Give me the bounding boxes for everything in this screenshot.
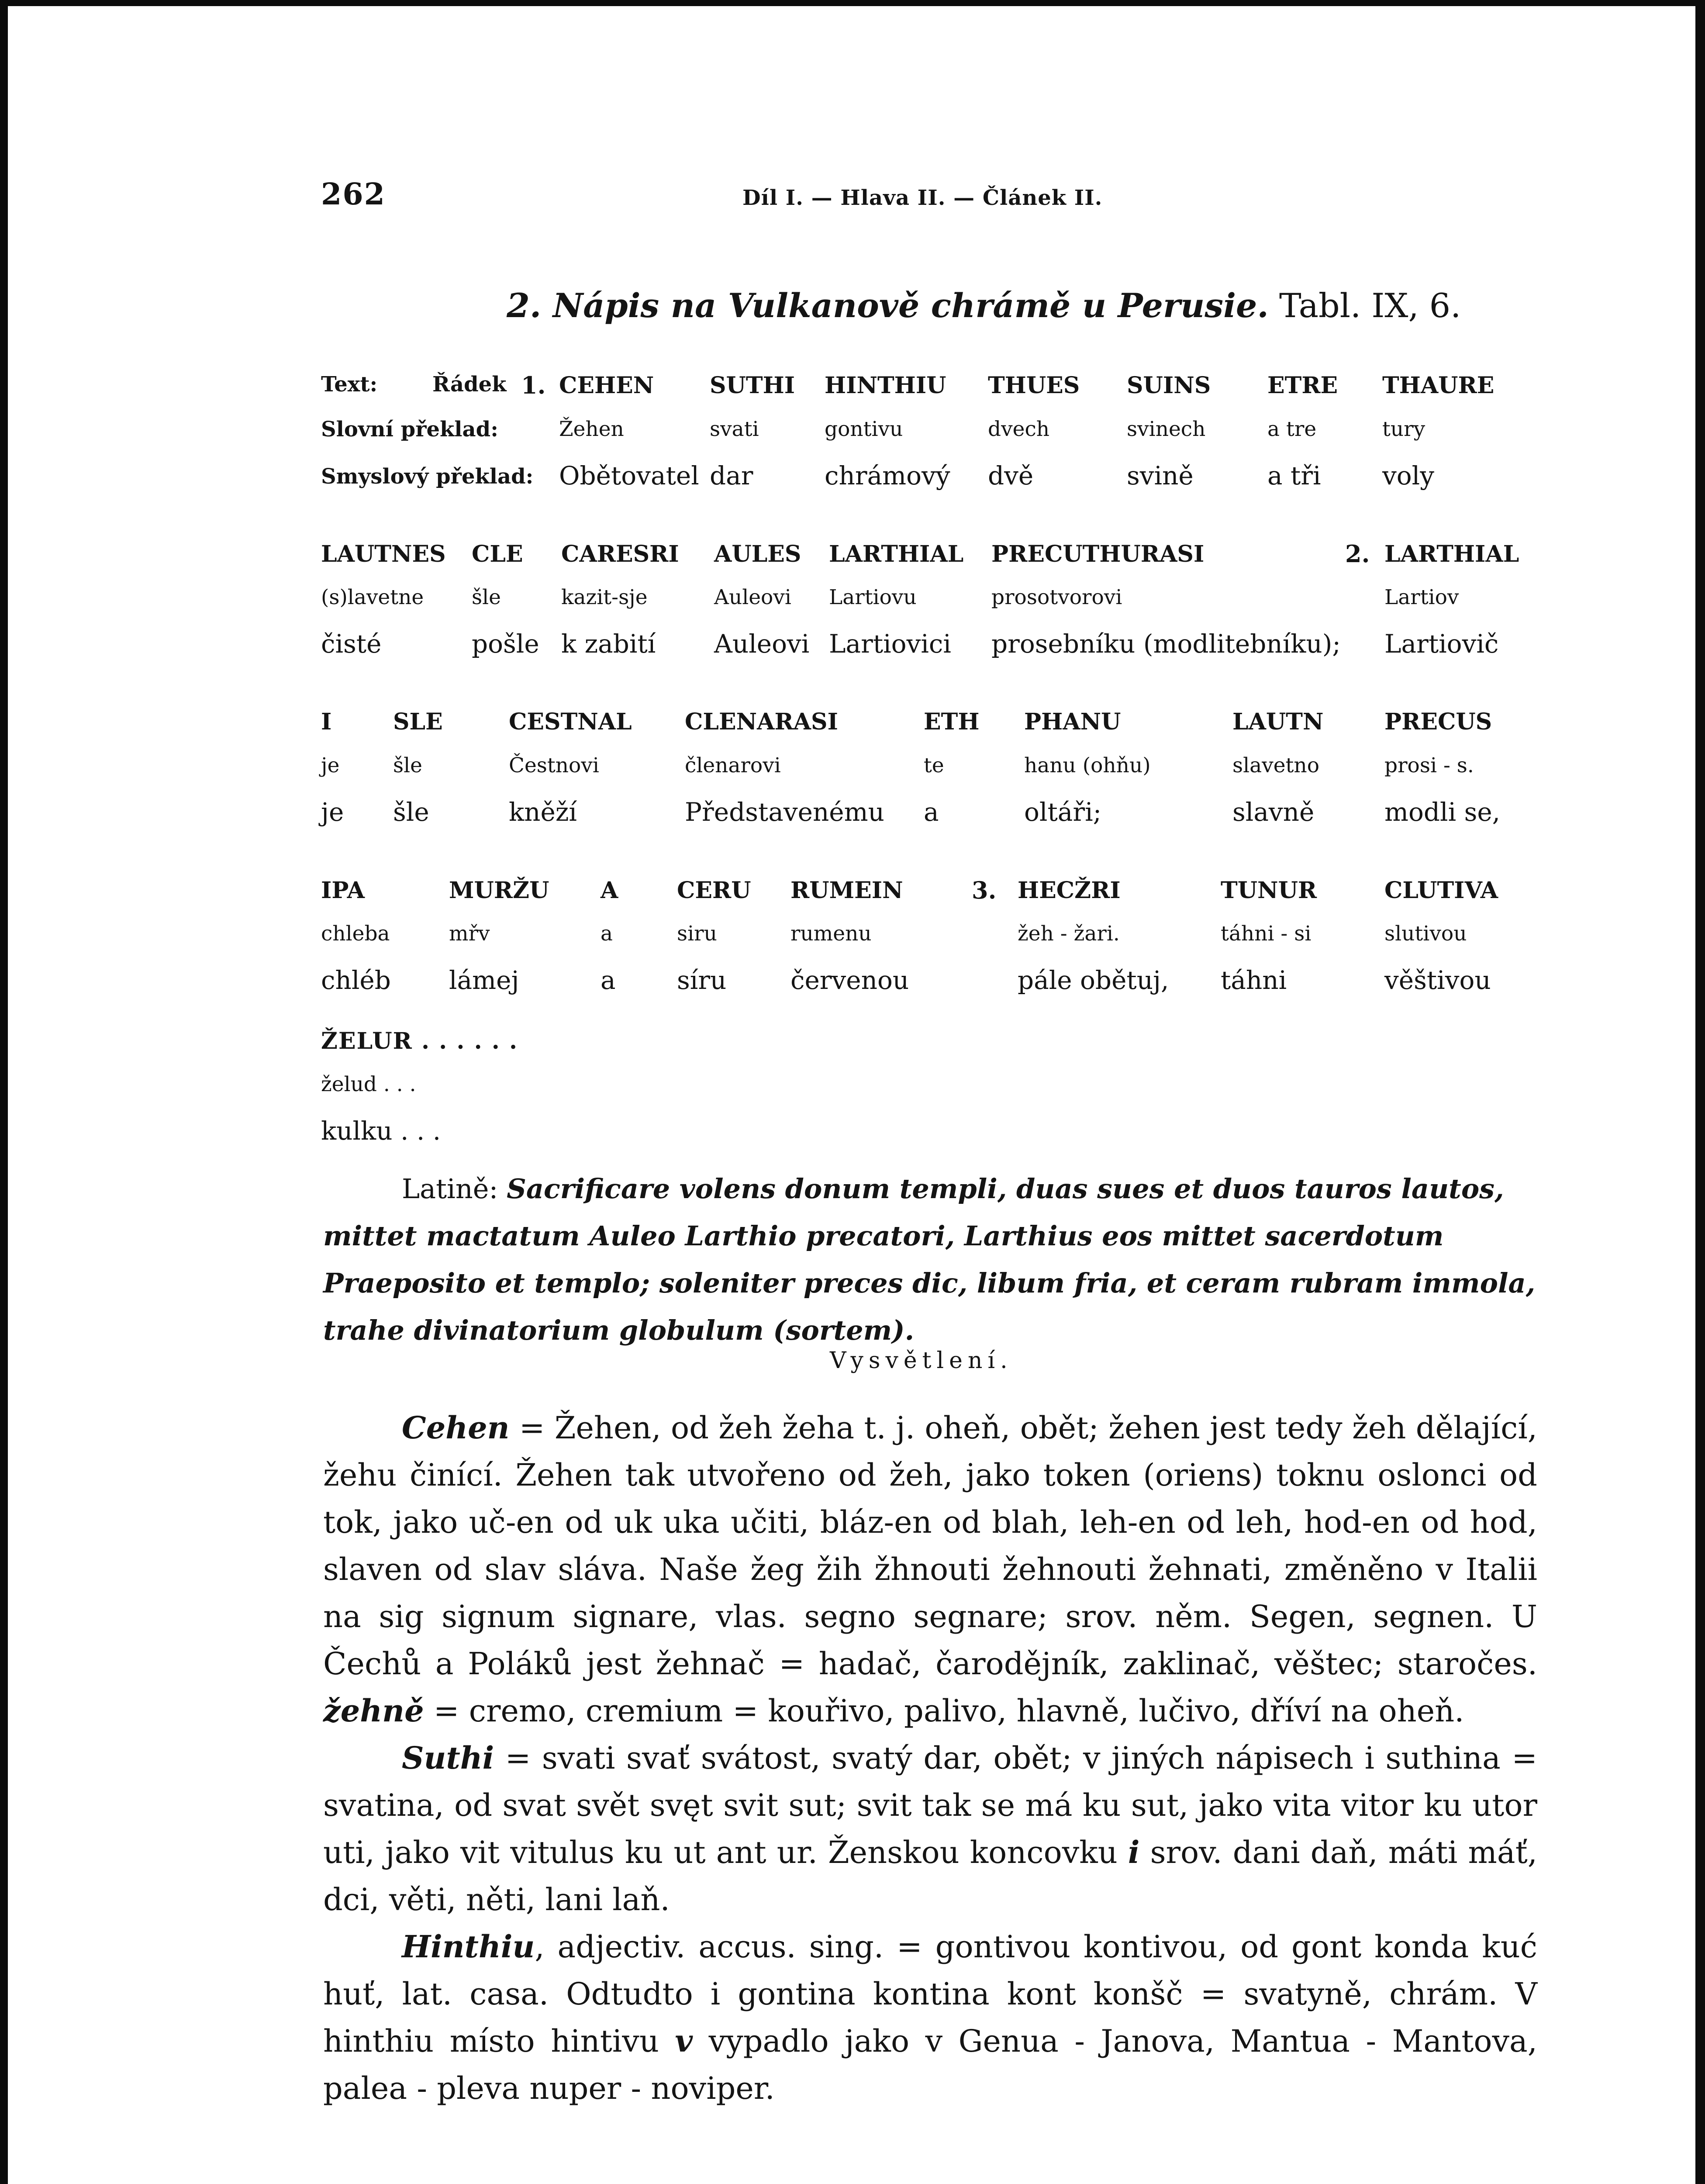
- word-meaning: svině: [1127, 461, 1194, 491]
- word-literal: členarovi: [685, 753, 781, 778]
- word-etruscan: IPA: [321, 877, 365, 904]
- word-meaning: Lartiovici: [829, 629, 951, 659]
- page-number: 262: [321, 177, 386, 212]
- word-literal: mřv: [449, 922, 490, 946]
- paragraph-text: = cremo, cremium = kouřivo, palivo, hlavně, lučivo, dříví na oheň.: [424, 1693, 1464, 1729]
- word-meaning: pošle: [472, 629, 539, 659]
- word-meaning: šle: [393, 797, 429, 827]
- word-literal: a: [601, 922, 613, 946]
- word-meaning: voly: [1382, 461, 1435, 491]
- running-title: Díl I. — Hlava II. — Článek II.: [742, 186, 1103, 210]
- word-etruscan: ETRE: [1267, 372, 1338, 399]
- word-etruscan: LARTHIAL: [1384, 541, 1519, 567]
- word-meaning: táhni: [1221, 965, 1287, 995]
- latin-label: Latině:: [402, 1173, 498, 1205]
- paragraph-text: vypadlo jako v Genua - Janova, Mantua - Mantova, palea - pleva nuper - noviper.: [323, 2023, 1537, 2106]
- word-literal: Auleovi: [714, 585, 791, 609]
- word-literal: je: [321, 753, 340, 778]
- word-meaning: Obětovatel: [559, 461, 699, 491]
- word-literal: Lartiov: [1384, 585, 1459, 609]
- section-title: [507, 286, 1461, 325]
- word-literal: šle: [472, 585, 501, 609]
- word-meaning: kněží: [509, 797, 577, 827]
- word-etruscan: HINTHIU: [825, 372, 946, 399]
- line-marker-3: 3.: [972, 876, 997, 904]
- paragraph-text: = svati svať svátost, svatý dar, obět; v jiných nápisech i suthina = svatina, od svat svět svęt svit sut; svit tak se má ku sut, jako vita vitor ku utor uti, jako vit vitulus ku ut ant ur. Ženskou koncovku: [323, 1740, 1537, 1870]
- label-text: Text:: [321, 372, 378, 397]
- word-meaning: Lartiovič: [1384, 629, 1499, 659]
- line-marker-1: 1.: [521, 371, 546, 399]
- word-etruscan: CEHEN: [559, 372, 654, 399]
- word-etruscan: LAUTN: [1232, 708, 1324, 735]
- word-literal: želud . . .: [321, 1072, 416, 1096]
- word-literal: kazit-sje: [561, 585, 648, 609]
- line-marker-2: 2.: [1345, 540, 1370, 568]
- word-literal: hanu (ohňu): [1024, 753, 1151, 778]
- word-literal: dvech: [988, 417, 1050, 441]
- word-meaning: k zabití: [561, 629, 656, 659]
- word-meaning: prosebníku (modlitebníku);: [991, 629, 1341, 659]
- explanation-body: [323, 1404, 1537, 2112]
- word-etruscan: THUES: [988, 372, 1080, 399]
- word-literal: siru: [677, 922, 717, 946]
- word-literal: prosotvorovi: [991, 585, 1122, 609]
- word-meaning: červenou: [790, 965, 909, 995]
- word-etruscan: CESTNAL: [509, 708, 632, 735]
- word-etruscan: MURŽU: [449, 877, 549, 904]
- word-literal: žeh - žari.: [1018, 922, 1120, 946]
- word-meaning: a: [601, 965, 616, 995]
- word-etruscan: SUTHI: [710, 372, 795, 399]
- word-etruscan: LAUTNES: [321, 541, 446, 567]
- word-literal: Lartiovu: [829, 585, 917, 609]
- word-etruscan: ETH: [924, 708, 980, 735]
- paragraph-text: , adjectiv. accus. sing. = gontivou kontivou, od gont konda kuć huť, lat. casa. Odtudto i gontina kontina kont konšč = svatyně, chrám. V hinthiu místo hintivu: [323, 1929, 1537, 2059]
- paragraph-cehen: [323, 1404, 1537, 1735]
- word-etruscan: TUNUR: [1221, 877, 1317, 904]
- word-meaning: pále obětuj,: [1018, 965, 1169, 995]
- word-literal: šle: [393, 753, 422, 778]
- word-meaning: a tři: [1267, 461, 1321, 491]
- word-etruscan: HECŽRI: [1018, 877, 1121, 904]
- word-literal: svati: [710, 417, 759, 441]
- word-meaning: chléb: [321, 965, 391, 995]
- section-title-text: 2. Nápis na Vulkanově chrámě u Perusie.: [507, 286, 1269, 325]
- word-meaning: věštivou: [1384, 965, 1491, 995]
- paragraph-hinthiu: [323, 1923, 1537, 2112]
- term: Hinthiu: [402, 1928, 535, 1965]
- latin-text: Sacrificare volens donum templi, duas sues et duos tauros lautos, mittet mactatum Auleo Larthio precatori, Larthius eos mittet sacerdotum Praeposito et templo; soleniter preces dic, libum fria, et ceram rubram immola, trahe divinatorium globulum (sortem).: [323, 1173, 1536, 1346]
- word-meaning: Představenému: [685, 797, 884, 827]
- word-meaning: slavně: [1232, 797, 1315, 827]
- word-literal: a tre: [1267, 417, 1317, 441]
- word-literal: táhni - si: [1221, 922, 1312, 946]
- word-etruscan: CLENARASI: [685, 708, 838, 735]
- word-literal: prosi - s.: [1384, 753, 1474, 778]
- paragraph-text: = Žehen, od žeh žeha t. j. oheň, obět; žehen jest tedy žeh dělající, žehu činící. Žehen tak utvořeno od žeh, jako token (oriens) toknu oslonci od tok, jako uč-en od uk uka učiti, bláz-en od blah, leh-en od leh, hod-en od hod, slaven od slav sláva. Naše žeg žih žhnouti žehnouti žehnati, změněno v Italii na sig signum signare, vlas. segno segnare; srov. něm. Segen, segnen. U Čechů a Poláků jest žehnač = hadač, čarodějník, zaklinač, věštec; staročes.: [323, 1410, 1537, 1682]
- word-meaning: a: [924, 797, 939, 827]
- term: žehně: [323, 1693, 424, 1729]
- word-meaning: oltáři;: [1024, 797, 1102, 827]
- word-literal: (s)lavetne: [321, 585, 424, 609]
- word-etruscan: CLUTIVA: [1384, 877, 1498, 904]
- label-slovni: Slovní překlad:: [321, 417, 498, 442]
- word-literal: chleba: [321, 922, 390, 946]
- word-etruscan: AULES: [714, 541, 801, 567]
- paragraph-text: srov. dani daň, máti máť, dci, věti, něti, lani laň.: [323, 1835, 1537, 1918]
- term: Cehen: [402, 1410, 510, 1446]
- word-etruscan: PRECUTHURASI: [991, 541, 1205, 567]
- word-etruscan: ŽELUR . . . . . .: [321, 1028, 518, 1054]
- word-etruscan: CERU: [677, 877, 751, 904]
- word-etruscan: I: [321, 708, 332, 735]
- term: Suthi: [402, 1740, 494, 1776]
- term: v: [675, 2023, 693, 2059]
- word-literal: gontivu: [825, 417, 903, 441]
- label-radek: Řádek: [432, 372, 507, 397]
- word-etruscan: THAURE: [1382, 372, 1494, 399]
- explanation-heading: Vysvětlení.: [830, 1348, 1013, 1374]
- term: i: [1128, 1834, 1140, 1870]
- word-meaning: modli se,: [1384, 797, 1501, 827]
- word-literal: slavetno: [1232, 753, 1319, 778]
- section-title-ref: Tabl. IX, 6.: [1279, 286, 1461, 325]
- word-etruscan: CARESRI: [561, 541, 679, 567]
- word-etruscan: SLE: [393, 708, 443, 735]
- word-literal: Čestnovi: [509, 753, 599, 778]
- word-meaning: je: [321, 797, 344, 827]
- word-literal: rumenu: [790, 922, 872, 946]
- word-meaning: lámej: [449, 965, 519, 995]
- word-literal: slutivou: [1384, 922, 1467, 946]
- word-meaning: síru: [677, 965, 727, 995]
- word-meaning: čisté: [321, 629, 382, 659]
- word-literal: te: [924, 753, 944, 778]
- word-literal: svinech: [1127, 417, 1206, 441]
- word-etruscan: PHANU: [1024, 708, 1121, 735]
- word-etruscan: A: [601, 877, 618, 904]
- word-meaning: dvě: [988, 461, 1034, 491]
- word-etruscan: PRECUS: [1384, 708, 1492, 735]
- word-etruscan: RUMEIN: [790, 877, 903, 904]
- word-meaning: kulku . . .: [321, 1116, 441, 1146]
- word-etruscan: LARTHIAL: [829, 541, 964, 567]
- word-meaning: Auleovi: [714, 629, 810, 659]
- paragraph-suthi: [323, 1735, 1537, 1923]
- word-literal: Žehen: [559, 417, 624, 441]
- latin-translation: [323, 1165, 1546, 1354]
- word-meaning: chrámový: [825, 461, 950, 491]
- word-meaning: dar: [710, 461, 753, 491]
- word-etruscan: SUINS: [1127, 372, 1211, 399]
- word-literal: tury: [1382, 417, 1425, 441]
- label-smyslovy: Smyslový překlad:: [321, 464, 534, 489]
- word-etruscan: CLE: [472, 541, 523, 567]
